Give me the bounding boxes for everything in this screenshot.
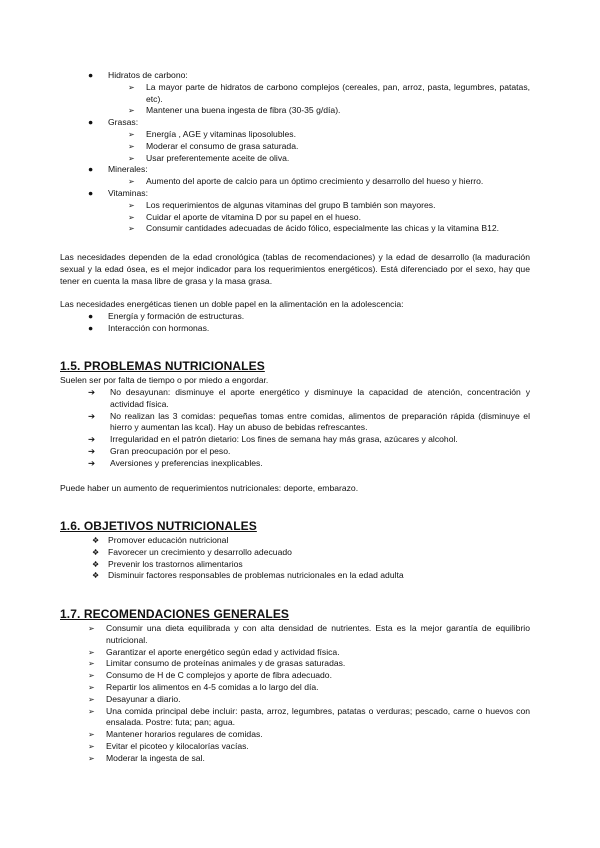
arrowhead-icon: ➢ bbox=[88, 682, 95, 692]
arrowhead-icon: ➢ bbox=[128, 141, 135, 151]
list-item: ➔ Aversiones y preferencias inexplicables. bbox=[88, 457, 263, 468]
bullet-dot-icon: ● bbox=[88, 117, 94, 128]
list-item: ● Hidratos de carbono: bbox=[88, 70, 188, 80]
arrowhead-icon: ➢ bbox=[128, 153, 135, 163]
list-item: ● Interacción con hormonas. bbox=[88, 322, 210, 333]
arrowhead-icon: ➢ bbox=[88, 741, 95, 751]
arrowhead-icon: ➢ bbox=[88, 624, 95, 633]
list-subitem: ➢ Energía , AGE y vitaminas liposolubles. bbox=[128, 128, 296, 139]
section-outro: Puede haber un aumento de requerimientos nutricionales: deporte, embarazo. bbox=[60, 483, 359, 493]
list-item: ➢ Mantener horarios regulares de comidas. bbox=[88, 729, 263, 740]
list-item: ➢ Limitar consumo de proteínas animales y de grasas saturadas. bbox=[88, 658, 346, 669]
list-subitem: ➢ Moderar el consumo de grasa saturada. bbox=[128, 140, 299, 151]
arrowhead-icon: ➢ bbox=[128, 106, 135, 116]
list-item: ➢ Consumir una dieta equilibrada y con alta densidad de nutrientes. Esta es la mejor garantía de equilibrio nutricional. bbox=[88, 623, 530, 645]
arrow-right-icon: ➔ bbox=[88, 457, 96, 468]
recommendations-list bbox=[60, 623, 530, 765]
objectives-list bbox=[60, 535, 530, 582]
nutrient-list bbox=[60, 70, 530, 235]
list-item: ➢ Moderar la ingesta de sal. bbox=[88, 752, 205, 763]
list-subitem: ➢ Los requerimientos de algunas vitaminas del grupo B también son mayores. bbox=[128, 199, 436, 210]
list-subitem: ➢ Mantener una buena ingesta de fibra (30-35 g/día). bbox=[128, 105, 341, 116]
bullet-dot-icon: ● bbox=[88, 70, 94, 80]
section-intro: Suelen ser por falta de tiempo o por miedo a engordar. bbox=[60, 375, 269, 385]
list-item: ● Vitaminas: bbox=[88, 187, 148, 198]
list-subitem: ➢ Cuidar el aporte de vitamina D por su papel en el hueso. bbox=[128, 211, 361, 222]
arrow-right-icon: ➔ bbox=[88, 387, 96, 397]
arrow-right-icon: ➔ bbox=[88, 445, 96, 456]
diamond-bullet-icon: ❖ bbox=[92, 547, 100, 557]
list-item: ➢ Una comida principal debe incluir: pasta, arroz, legumbres, patatas o verduras; pescado, carne o huevos con ensalada. Postre: futa; pan; agua. bbox=[88, 705, 530, 728]
diamond-bullet-icon: ❖ bbox=[92, 571, 100, 581]
list-item: ❖ Prevenir los trastornos alimentarios bbox=[92, 558, 243, 569]
list-item: ❖ Favorecer un crecimiento y desarrollo adecuado bbox=[92, 546, 292, 557]
arrow-right-icon: ➔ bbox=[88, 434, 96, 445]
list-item: ● Energía y formación de estructuras. bbox=[88, 311, 245, 321]
list-subitem: ➢ Consumir cantidades adecuadas de ácido fólico, especialmente las chicas y la vitamina B12. bbox=[128, 223, 500, 234]
diamond-bullet-icon: ❖ bbox=[92, 559, 100, 569]
list-item: ❖ Promover educación nutricional bbox=[92, 535, 229, 545]
list-item: ➔ Gran preocupación por el peso. bbox=[88, 445, 231, 456]
section-heading-1-7: 1.7. RECOMENDACIONES GENERALES bbox=[60, 607, 290, 621]
arrowhead-icon: ➢ bbox=[88, 659, 95, 669]
diamond-bullet-icon: ❖ bbox=[92, 536, 100, 545]
arrowhead-icon: ➢ bbox=[128, 129, 135, 139]
arrowhead-icon: ➢ bbox=[128, 212, 135, 222]
list-item: ➔ Irregularidad en el patrón dietario: Los fines de semana hay más grasa, azúcares y alcohol. bbox=[88, 434, 458, 445]
paragraph-papel: Las necesidades energéticas tienen un doble papel en la alimentación en la adolescencia: bbox=[60, 299, 404, 309]
list-item: ➢ Repartir los alimentos en 4-5 comidas a lo largo del día. bbox=[88, 681, 319, 692]
paragraph-necesidades: Las necesidades dependen de la edad cronológica (tablas de recomendaciones) y la edad de desarrollo (la maduración sexual y la edad ósea, es el mejor indicador para los requerimientos energéticos). Está diferenciado por el sexo, hay que tener en cuenta la masa libre de grasa y la masa grasa. bbox=[60, 252, 530, 286]
list-item: ➢ Desayunar a diario. bbox=[88, 693, 181, 704]
bullet-dot-icon: ● bbox=[88, 322, 94, 333]
papel-list bbox=[60, 311, 530, 335]
list-item: ➔ No realizan las 3 comidas: pequeñas tomas entre comidas, alimentos de preparación rápida (disminuye el hierro y aumentan las kcal). Hay un abuso de bebidas refrescantes. bbox=[88, 410, 530, 433]
arrow-right-icon: ➔ bbox=[88, 410, 96, 421]
arrowhead-icon: ➢ bbox=[88, 694, 95, 704]
list-item: ● Grasas: bbox=[88, 117, 139, 128]
list-subitem: ➢ Aumento del aporte de calcio para un óptimo crecimiento y desarrollo del hueso y hierro. bbox=[128, 176, 484, 187]
arrowhead-icon: ➢ bbox=[88, 647, 95, 657]
arrowhead-icon: ➢ bbox=[88, 730, 95, 740]
list-item: ● Minerales: bbox=[88, 164, 148, 175]
list-item: ➢ Evitar el picoteo y kilocalorías vacías. bbox=[88, 740, 249, 751]
list-item: ➢ Garantizar el aporte energético según edad y actividad física. bbox=[88, 646, 340, 657]
arrowhead-icon: ➢ bbox=[128, 177, 135, 187]
arrowhead-icon: ➢ bbox=[88, 753, 95, 763]
section-heading-1-6: 1.6. OBJETIVOS NUTRICIONALES bbox=[60, 519, 257, 533]
arrowhead-icon: ➢ bbox=[88, 671, 95, 681]
list-item: ❖ Disminuir factores responsables de problemas nutricionales en la edad adulta bbox=[92, 570, 404, 581]
section-heading-1-5: 1.5. PROBLEMAS NUTRICIONALES bbox=[60, 359, 265, 373]
list-subitem: ➢ Usar preferentemente aceite de oliva. bbox=[128, 152, 290, 163]
arrowhead-icon: ➢ bbox=[128, 82, 135, 92]
bullet-dot-icon: ● bbox=[88, 164, 94, 175]
list-subitem: ➢ La mayor parte de hidratos de carbono complejos (cereales, pan, arroz, pasta, legumbres, patatas, etc). bbox=[128, 81, 530, 104]
arrowhead-icon: ➢ bbox=[128, 224, 135, 234]
problems-list bbox=[60, 387, 530, 470]
arrowhead-icon: ➢ bbox=[128, 200, 135, 210]
list-item: ➢ Consumo de H de C complejos y aporte de fibra adecuado. bbox=[88, 670, 332, 681]
bullet-dot-icon: ● bbox=[88, 187, 94, 198]
list-item: ➔ No desayunan: disminuye el aporte energético y disminuye la capacidad de atención, concentración y actividad física. bbox=[88, 387, 530, 409]
bullet-dot-icon: ● bbox=[88, 311, 94, 321]
arrowhead-icon: ➢ bbox=[88, 706, 95, 716]
